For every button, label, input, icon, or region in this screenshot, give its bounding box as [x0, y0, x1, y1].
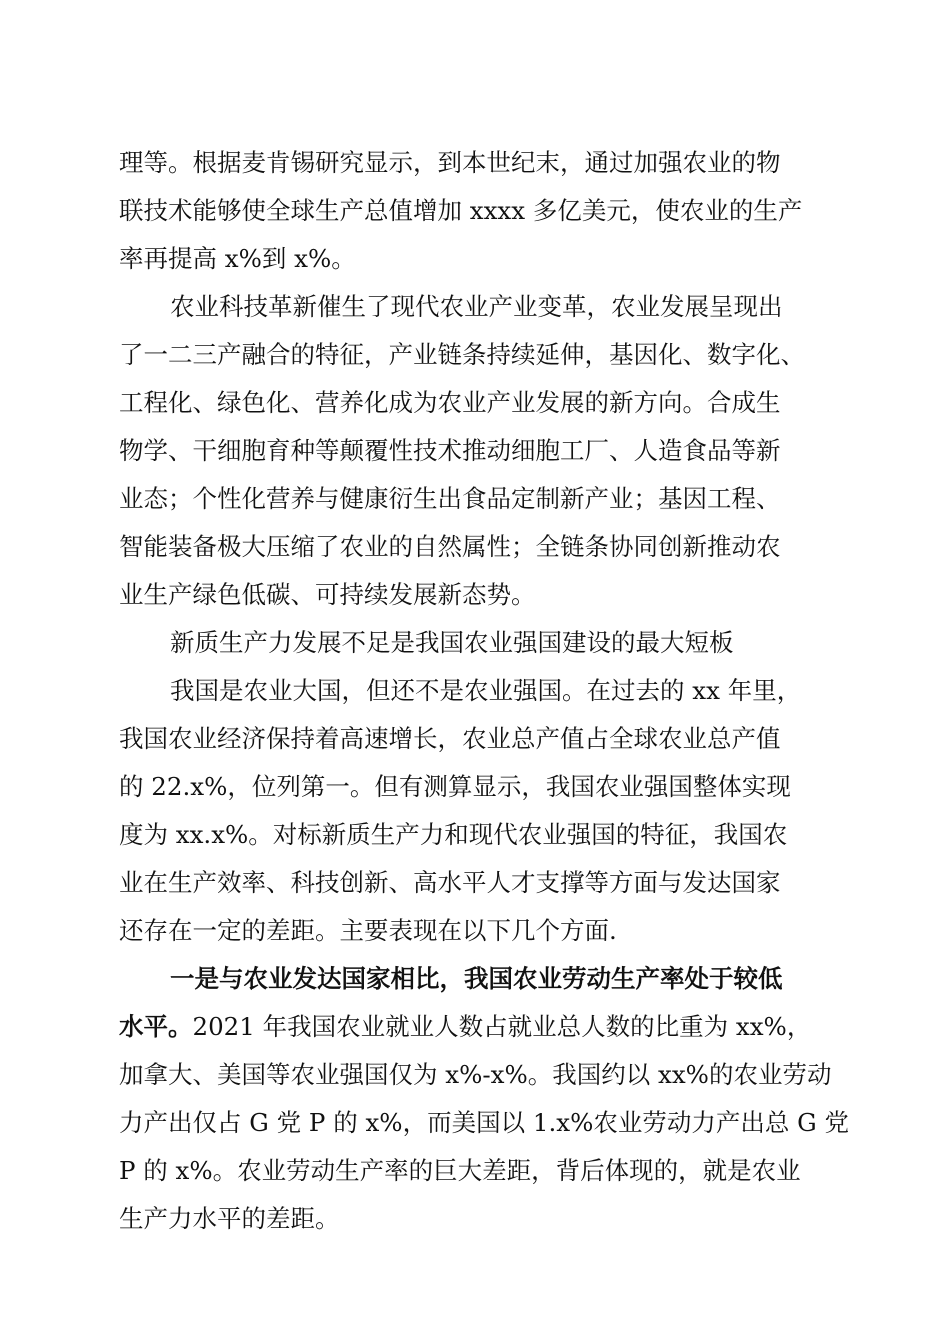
text-line: 业在生产效率、科技创新、高水平人才支撑等方面与发达国家	[119, 868, 781, 897]
text-line: 生产力水平的差距。	[119, 1204, 340, 1233]
text-line: 智能装备极大压缩了农业的自然属性；全链条协同创新推动农	[119, 532, 781, 561]
text-line: P 的 x%。农业劳动生产率的巨大差距，背后体现的，就是农业	[119, 1156, 801, 1185]
bold-lead-line: 一是与农业发达国家相比，我国农业劳动生产率处于较低	[170, 964, 783, 993]
text-line-mixed	[119, 1012, 811, 1042]
text-line: 的 22.x%，位列第一。但有测算显示，我国农业强国整体实现	[119, 772, 791, 801]
text-line: 理等。根据麦肯锡研究显示，到本世纪末，通过加强农业的物	[119, 148, 781, 177]
text-line: 工程化、绿色化、营养化成为农业产业发展的新方向。合成生	[119, 388, 781, 417]
text-fragment: 2021 年我国农业就业人数占就业总人数的比重为 xx%，	[192, 1012, 812, 1041]
text-line: 物学、干细胞育种等颠覆性技术推动细胞工厂、人造食品等新	[119, 436, 781, 465]
text-line: 联技术能够使全球生产总值增加 xxxx 多亿美元，使农业的生产	[119, 196, 803, 225]
bold-lead-fragment: 水平。	[119, 1012, 193, 1041]
text-line: 业生产绿色低碳、可持续发展新态势。	[119, 580, 536, 609]
text-line: 力产出仅占 G 党 P 的 x%，而美国以 1.x%农业劳动力产出总 G 党	[119, 1108, 849, 1137]
text-line: 还存在一定的差距。主要表现在以下几个方面.	[119, 916, 617, 945]
text-line: 了一二三产融合的特征，产业链条持续延伸，基因化、数字化、	[119, 340, 805, 369]
text-line: 率再提高 x%到 x%。	[119, 244, 356, 273]
text-line: 业态；个性化营养与健康衍生出食品定制新产业；基因工程、	[119, 484, 781, 513]
text-line: 我国是农业大国，但还不是农业强国。在过去的 xx 年里，	[170, 676, 802, 705]
text-line: 我国农业经济保持着高速增长，农业总产值占全球农业总产值	[119, 724, 781, 753]
text-line: 加拿大、美国等农业强国仅为 x%-x%。我国约以 xx%的农业劳动	[119, 1060, 832, 1089]
text-line: 度为 xx.x%。对标新质生产力和现代农业强国的特征，我国农	[119, 820, 788, 849]
section-heading: 新质生产力发展不足是我国农业强国建设的最大短板	[170, 628, 734, 657]
text-line: 农业科技革新催生了现代农业产业变革，农业发展呈现出	[170, 292, 783, 321]
